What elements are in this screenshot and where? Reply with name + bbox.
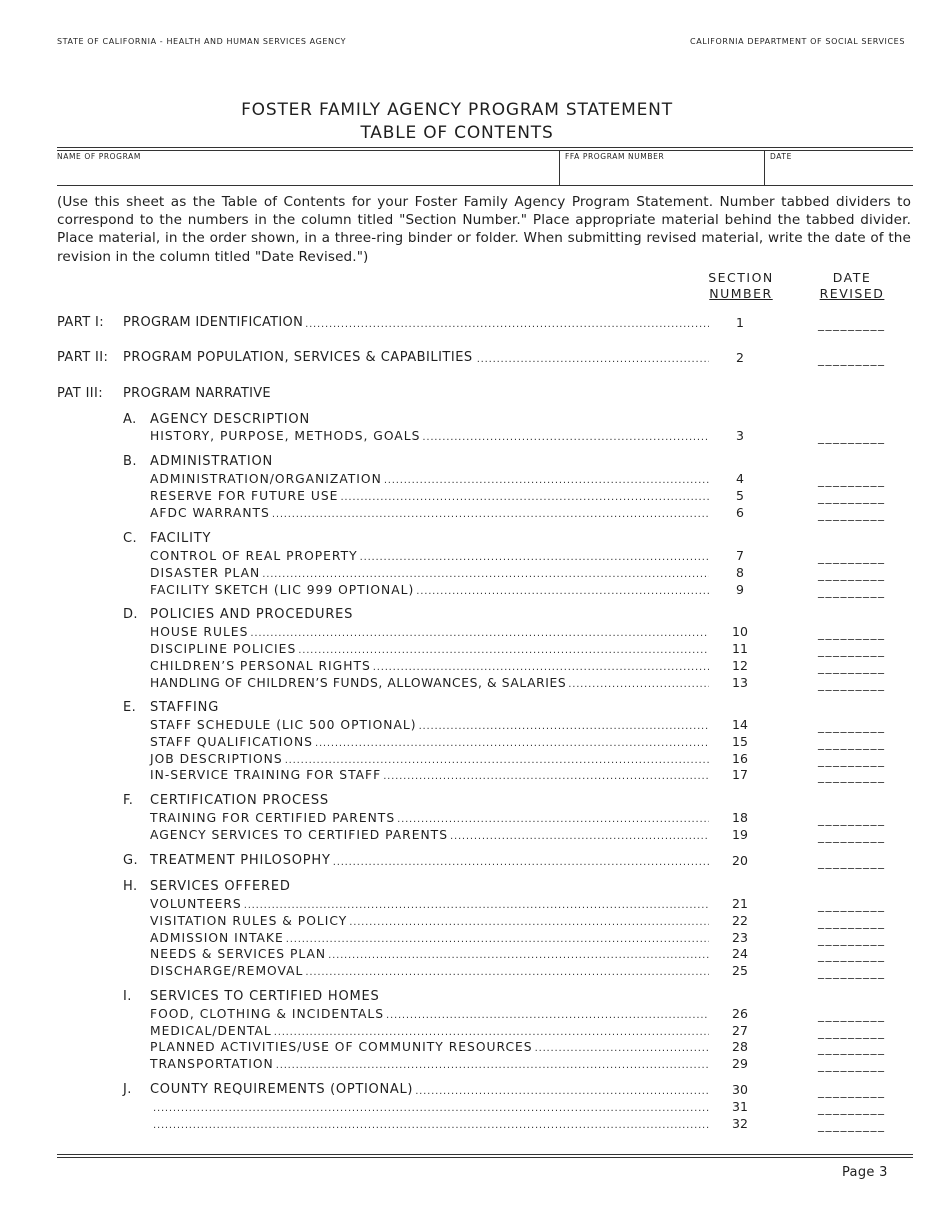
section-number: 15 — [732, 734, 748, 749]
date-revised-blank[interactable]: _________ — [818, 643, 886, 657]
toc-entry-text: RESERVE FOR FUTURE USE — [150, 489, 339, 503]
dot-leader — [384, 475, 709, 486]
section-number: 5 — [736, 488, 744, 503]
double-rule-top — [57, 147, 913, 148]
section-number: 26 — [732, 1006, 748, 1021]
section-number: 6 — [736, 505, 744, 520]
date-revised-blank[interactable]: _________ — [818, 1041, 886, 1055]
dot-leader — [349, 917, 709, 928]
section-heading: SERVICES TO CERTIFIED HOMES — [150, 989, 380, 1004]
dot-leader — [298, 645, 709, 656]
dot-leader — [383, 771, 709, 782]
date-revised-blank[interactable]: _________ — [818, 352, 886, 366]
section-number: 23 — [732, 930, 748, 945]
section-heading: ADMINISTRATION — [150, 454, 274, 469]
date-field[interactable]: DATE — [770, 152, 792, 161]
toc-entry-text: HANDLING OF CHILDREN’S FUNDS, ALLOWANCES, & SALARIES — [150, 676, 567, 690]
toc-entry — [150, 895, 709, 911]
date-revised-header-bottom: REVISED — [819, 286, 885, 301]
toc-entry — [150, 487, 709, 503]
toc-entry — [150, 470, 709, 486]
section-number: 31 — [732, 1099, 748, 1114]
section-number: 3 — [736, 428, 744, 443]
toc-entry — [150, 674, 709, 690]
agency-header: STATE OF CALIFORNIA - HEALTH AND HUMAN SERVICES AGENCY — [57, 37, 347, 46]
toc-entry — [150, 766, 709, 782]
dot-leader — [285, 755, 709, 766]
date-revised-blank[interactable]: _________ — [818, 1101, 886, 1115]
section-number: 7 — [736, 548, 744, 563]
toc-entry-text: DISCHARGE/REMOVAL — [150, 964, 304, 978]
toc-entry — [150, 809, 709, 825]
toc-entry-text: IN-SERVICE TRAINING FOR STAFF — [150, 768, 382, 782]
toc-entry-text: NEEDS & SERVICES PLAN — [150, 947, 327, 961]
section-number: 16 — [732, 751, 748, 766]
date-revised-blank[interactable]: _________ — [818, 948, 886, 962]
section-letter: D. — [123, 607, 138, 622]
date-revised-blank[interactable]: _________ — [818, 769, 886, 783]
toc-entry — [150, 564, 709, 580]
date-revised-blank[interactable]: _________ — [818, 490, 886, 504]
part-label: PART II: — [57, 350, 109, 365]
section-number: 14 — [732, 717, 748, 732]
section-heading: POLICIES AND PROCEDURES — [150, 607, 354, 622]
toc-entry — [123, 349, 709, 365]
section-number: 19 — [732, 827, 748, 842]
section-number-header-top: SECTION — [708, 270, 774, 285]
date-revised-blank[interactable]: _________ — [818, 736, 886, 750]
dot-leader — [416, 586, 709, 597]
section-number: 17 — [732, 767, 748, 782]
rule-field-bottom — [57, 185, 913, 186]
dot-leader — [315, 738, 709, 749]
toc-entry — [150, 640, 709, 656]
toc-entry — [150, 657, 709, 673]
dot-leader — [250, 628, 709, 639]
form-title: FOSTER FAMILY AGENCY PROGRAM STATEMENT — [241, 100, 673, 120]
date-revised-blank[interactable]: _________ — [818, 915, 886, 929]
date-revised-blank[interactable]: _________ — [818, 1008, 886, 1022]
section-number: 20 — [732, 853, 748, 868]
toc-entry-text: COUNTY REQUIREMENTS (OPTIONAL) — [150, 1082, 414, 1097]
toc-entry-text: AGENCY SERVICES TO CERTIFIED PARENTS — [150, 828, 448, 842]
page-number: Page 3 — [842, 1165, 888, 1180]
name-of-program-field[interactable]: NAME OF PROGRAM — [57, 152, 141, 161]
rule-bottom-inner — [57, 1157, 913, 1158]
department-header: CALIFORNIA DEPARTMENT OF SOCIAL SERVICES — [690, 37, 905, 46]
form-subtitle: TABLE OF CONTENTS — [360, 123, 554, 143]
date-revised-blank[interactable]: _________ — [818, 677, 886, 691]
section-number: 25 — [732, 963, 748, 978]
toc-entry-text: TRANSPORTATION — [150, 1057, 274, 1071]
toc-entry — [150, 1081, 709, 1097]
toc-entry-text: TRAINING FOR CERTIFIED PARENTS — [150, 811, 396, 825]
toc-entry — [150, 929, 709, 945]
toc-entry — [150, 852, 709, 868]
toc-entry — [150, 1005, 709, 1021]
toc-entry-text: PROGRAM POPULATION, SERVICES & CAPABILITIES — [123, 350, 473, 365]
toc-entry-text: HISTORY, PURPOSE, METHODS, GOALS — [150, 429, 421, 443]
section-number: 22 — [732, 913, 748, 928]
date-revised-blank[interactable]: _________ — [818, 430, 886, 444]
dot-leader — [450, 831, 709, 842]
date-revised-blank[interactable]: _________ — [818, 1084, 886, 1098]
toc-entry-blank[interactable] — [153, 1115, 709, 1131]
date-revised-blank[interactable]: _________ — [818, 855, 886, 869]
instructions: (Use this sheet as the Table of Contents for your Foster Family Agency Program Statement. Number tabbed dividers to correspond to the numbers in the column titled "Section Number." Place appropriate material behind the tabbed divider. Place material, in the order shown, in a three-ring binder or folder. When submitting revised material, write the date of the revision in the column titled "Date Revised.") — [57, 194, 911, 265]
date-revised-blank[interactable]: _________ — [818, 660, 886, 674]
section-letter: B. — [123, 454, 137, 469]
toc-entry — [150, 1038, 709, 1054]
toc-entry — [150, 716, 709, 732]
double-rule-bottom — [57, 1154, 913, 1155]
dot-leader — [568, 679, 709, 690]
section-number: 11 — [732, 641, 748, 656]
toc-entry-text: FOOD, CLOTHING & INCIDENTALS — [150, 1007, 385, 1021]
dot-leader — [333, 857, 709, 868]
section-heading: AGENCY DESCRIPTION — [150, 412, 310, 427]
dot-leader — [422, 432, 709, 443]
section-number: 10 — [732, 624, 748, 639]
section-number-header-bottom: NUMBER — [709, 286, 773, 301]
dot-leader — [397, 814, 709, 825]
toc-entry — [150, 623, 709, 639]
date-revised-blank[interactable]: _________ — [818, 753, 886, 767]
dot-leader — [415, 1086, 709, 1097]
section-number: 2 — [736, 350, 744, 365]
section-letter: A. — [123, 412, 137, 427]
toc-entry — [150, 1022, 709, 1038]
toc-entry-text: CONTROL OF REAL PROPERTY — [150, 549, 358, 563]
toc-entry — [150, 504, 709, 520]
section-number: 32 — [732, 1116, 748, 1131]
section-number: 4 — [736, 471, 744, 486]
toc-entry-text: HOUSE RULES — [150, 625, 249, 639]
dot-leader — [286, 934, 709, 945]
toc-entry-text: DISCIPLINE POLICIES — [150, 642, 297, 656]
date-revised-blank[interactable]: _________ — [818, 473, 886, 487]
toc-entry — [150, 962, 709, 978]
date-revised-blank[interactable]: _________ — [818, 626, 886, 640]
toc-entry-text: MEDICAL/DENTAL — [150, 1024, 272, 1038]
section-number: 27 — [732, 1023, 748, 1038]
section-letter: C. — [123, 531, 138, 546]
toc-entry-text: CHILDREN’S PERSONAL RIGHTS — [150, 659, 371, 673]
section-number: 1 — [736, 315, 744, 330]
toc-entry — [150, 581, 709, 597]
section-letter: E. — [123, 700, 137, 715]
dot-leader — [419, 721, 709, 732]
dot-leader — [305, 967, 709, 978]
date-revised-blank[interactable]: _________ — [818, 719, 886, 733]
toc-entry-blank[interactable] — [153, 1098, 709, 1114]
dot-leader — [276, 1060, 709, 1071]
toc-entry-text: PLANNED ACTIVITIES/USE OF COMMUNITY RESOURCES — [150, 1040, 533, 1054]
dot-leader — [360, 552, 709, 563]
section-letter: G. — [123, 853, 139, 868]
section-heading: CERTIFICATION PROCESS — [150, 793, 329, 808]
toc-entry-text: FACILITY SKETCH (LIC 999 OPTIONAL) — [150, 583, 415, 597]
date-revised-blank[interactable]: _________ — [818, 1025, 886, 1039]
date-revised-blank[interactable]: _________ — [818, 898, 886, 912]
dot-leader — [272, 509, 709, 520]
ffa-program-number-field[interactable]: FFA PROGRAM NUMBER — [565, 152, 665, 161]
date-revised-blank[interactable]: _________ — [818, 1058, 886, 1072]
dot-leader — [244, 900, 709, 911]
section-number: 29 — [732, 1056, 748, 1071]
dot-leader — [153, 1120, 709, 1131]
section-heading: STAFFING — [150, 700, 220, 715]
rule-top-inner — [57, 150, 913, 151]
date-revised-blank[interactable]: _________ — [818, 507, 886, 521]
toc-entry — [150, 1055, 709, 1071]
toc-entry-text: ADMINISTRATION/ORGANIZATION — [150, 472, 382, 486]
section-heading: SERVICES OFFERED — [150, 879, 291, 894]
dot-leader — [535, 1043, 709, 1054]
part-label: PAT III: — [57, 386, 104, 401]
section-letter: F. — [123, 793, 134, 808]
section-number: 13 — [732, 675, 748, 690]
section-letter: I. — [123, 989, 132, 1004]
date-revised-blank[interactable]: _________ — [818, 932, 886, 946]
date-revised-blank[interactable]: _________ — [818, 550, 886, 564]
toc-entry-text: ADMISSION INTAKE — [150, 931, 284, 945]
toc-entry-text: AFDC WARRANTS — [150, 506, 270, 520]
section-number: 12 — [732, 658, 748, 673]
dot-leader — [373, 662, 709, 673]
date-revised-blank[interactable]: _________ — [818, 965, 886, 979]
dot-leader — [340, 492, 709, 503]
section-heading: FACILITY — [150, 531, 212, 546]
toc-entry-text: STAFF QUALIFICATIONS — [150, 735, 313, 749]
toc-entry-text: JOB DESCRIPTIONS — [150, 752, 283, 766]
section-letter: H. — [123, 879, 138, 894]
dot-leader — [274, 1027, 709, 1038]
toc-entry-text: DISASTER PLAN — [150, 566, 261, 580]
dot-leader — [305, 319, 709, 330]
dot-leader — [386, 1010, 709, 1021]
date-revised-blank[interactable]: _________ — [818, 317, 886, 331]
part-label: PART I: — [57, 315, 105, 330]
date-revised-blank[interactable]: _________ — [818, 1118, 886, 1132]
toc-entry — [150, 733, 709, 749]
date-revised-blank[interactable]: _________ — [818, 812, 886, 826]
section-number: 30 — [732, 1082, 748, 1097]
section-number: 9 — [736, 582, 744, 597]
date-revised-header-top: DATE — [832, 270, 872, 285]
toc-entry-text: VOLUNTEERS — [150, 897, 242, 911]
field-divider — [764, 150, 765, 185]
date-revised-blank[interactable]: _________ — [818, 567, 886, 581]
toc-entry-text: VISITATION RULES & POLICY — [150, 914, 348, 928]
section-number: 18 — [732, 810, 748, 825]
dot-leader — [328, 950, 709, 961]
part-title: PROGRAM NARRATIVE — [123, 386, 271, 401]
date-revised-blank[interactable]: _________ — [818, 829, 886, 843]
section-letter: J. — [123, 1082, 132, 1097]
toc-entry — [150, 912, 709, 928]
toc-entry — [150, 945, 709, 961]
dot-leader — [153, 1103, 709, 1114]
dot-leader — [477, 354, 709, 365]
toc-entry — [150, 427, 709, 443]
section-number: 8 — [736, 565, 744, 580]
toc-entry — [150, 547, 709, 563]
toc-entry-text: STAFF SCHEDULE (LIC 500 OPTIONAL) — [150, 718, 417, 732]
field-divider — [559, 150, 560, 185]
section-number: 28 — [732, 1039, 748, 1054]
toc-entry — [123, 314, 709, 330]
date-revised-blank[interactable]: _________ — [818, 584, 886, 598]
dot-leader — [262, 569, 709, 580]
toc-entry — [150, 750, 709, 766]
section-number: 24 — [732, 946, 748, 961]
section-number: 21 — [732, 896, 748, 911]
toc-entry-text: PROGRAM IDENTIFICATION — [123, 315, 304, 330]
toc-entry — [150, 826, 709, 842]
toc-entry-text: TREATMENT PHILOSOPHY — [150, 853, 331, 868]
